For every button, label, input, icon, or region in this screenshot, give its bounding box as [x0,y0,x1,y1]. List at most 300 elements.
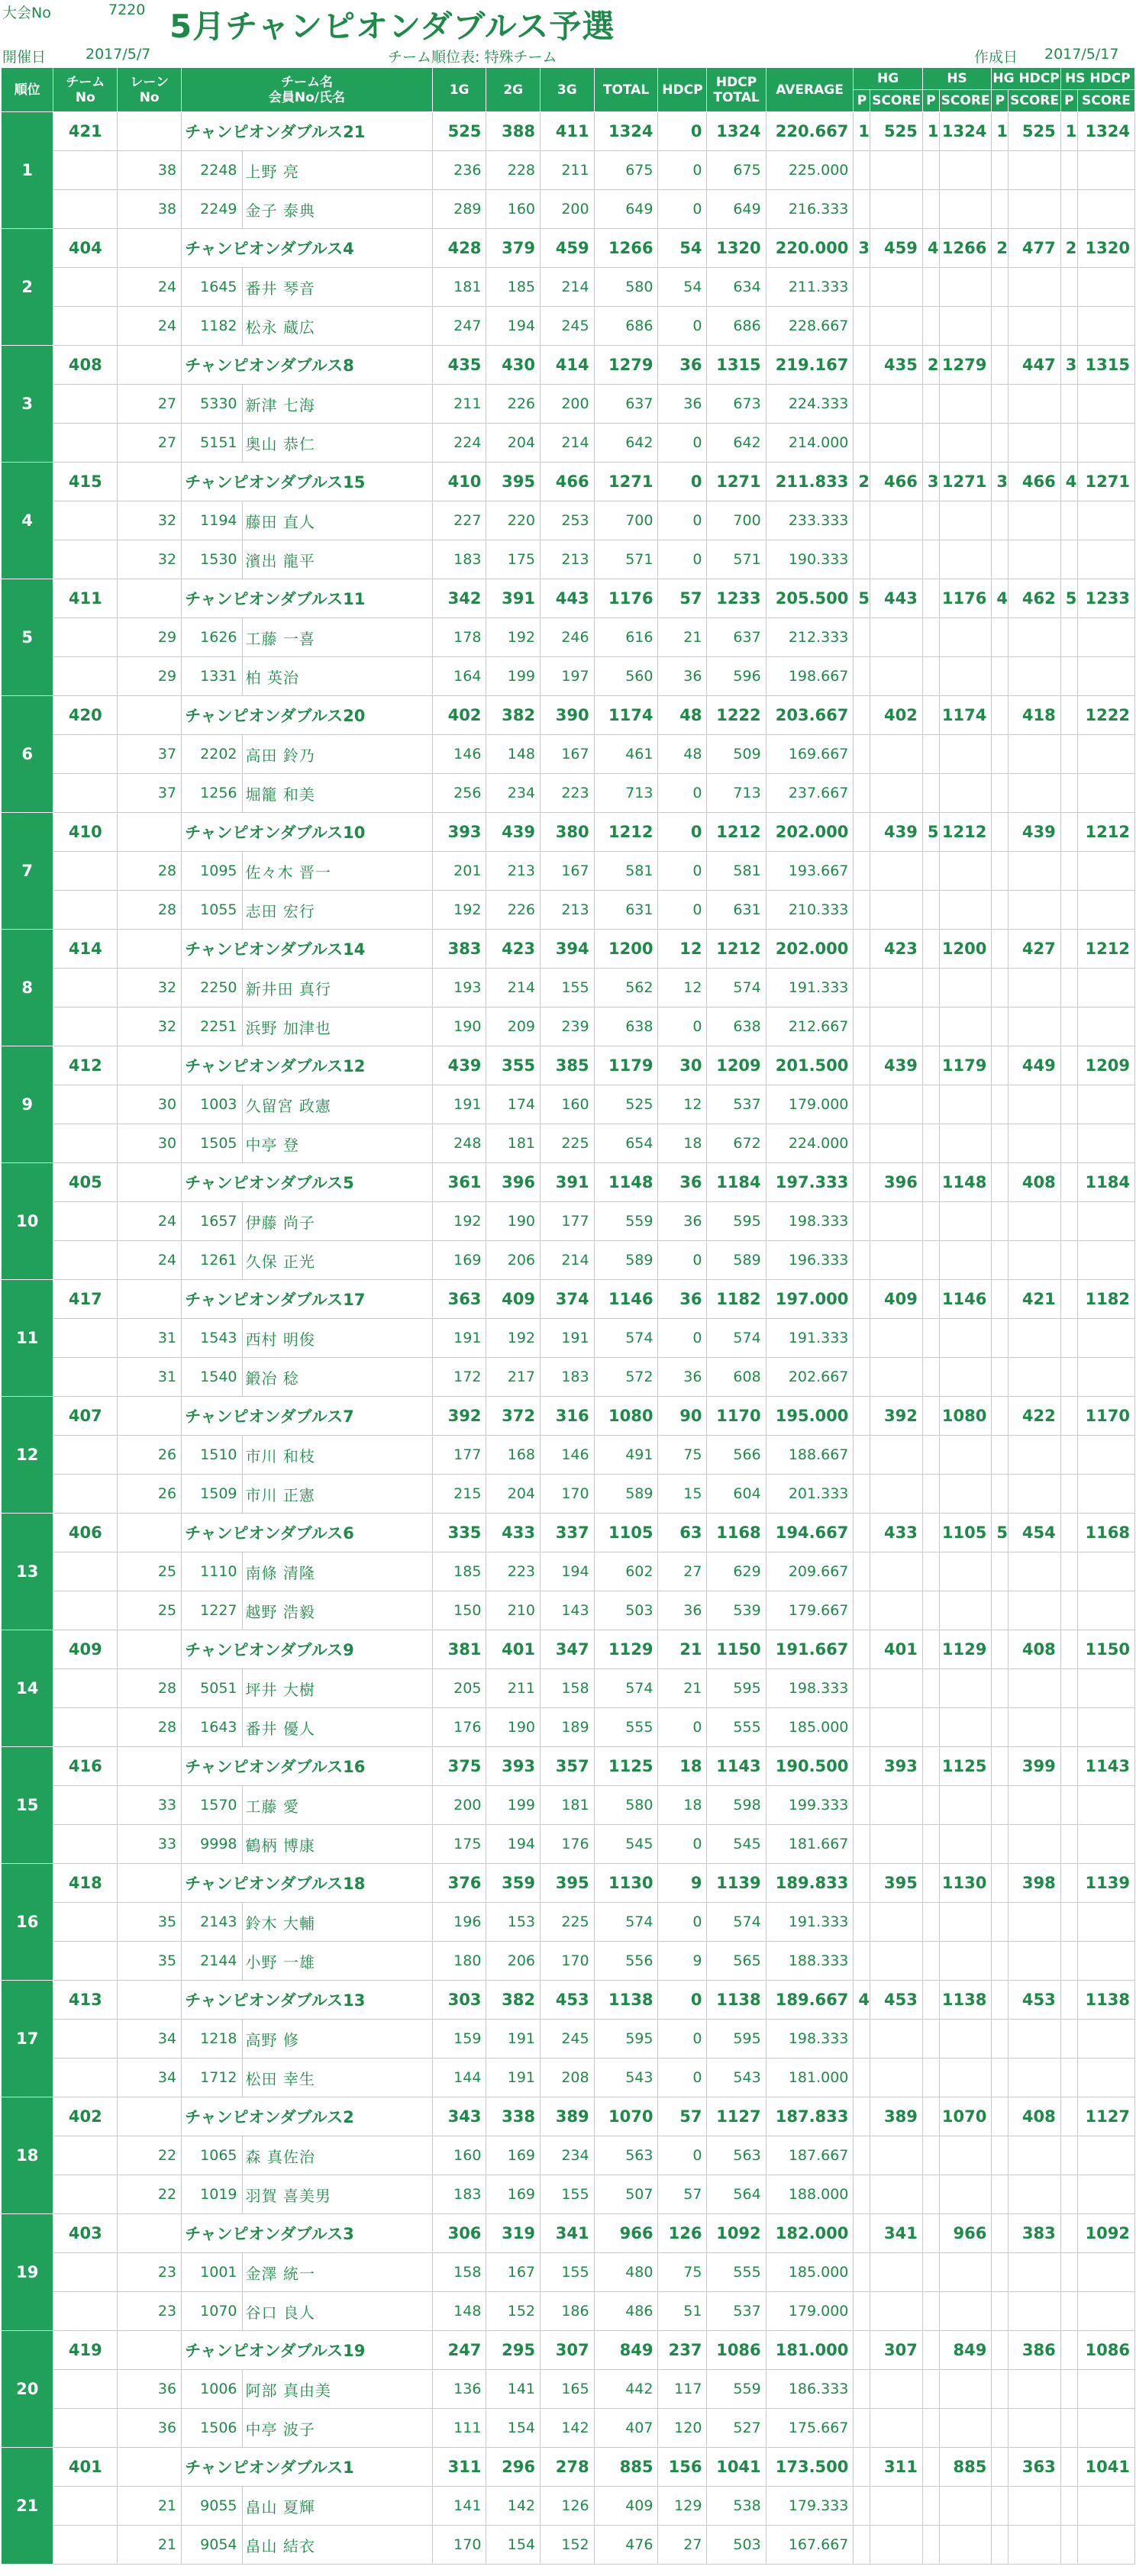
empty-cell [1077,2370,1134,2409]
hdcp-total: 574 [707,1319,766,1358]
empty-cell [1077,268,1134,307]
hs-score: 1200 [939,930,991,969]
hg-hdcp-place: 5 [992,1514,1009,1552]
empty-cell [870,385,922,424]
game-2: 319 [486,2214,541,2253]
empty-cell [1077,2136,1134,2175]
hdcp: 36 [658,657,707,696]
average: 179.667 [766,1591,854,1630]
hdcp: 0 [658,1708,707,1747]
average: 201.333 [766,1475,854,1514]
average: 187.833 [766,2097,854,2136]
empty-cell [1077,1591,1134,1630]
empty-cell [992,891,1009,930]
empty-cell [922,1124,939,1163]
empty-cell [939,2487,991,2526]
empty-cell [939,2059,991,2097]
empty-cell [922,657,939,696]
hg-place: 1 [854,112,870,151]
empty-cell [922,2020,939,2059]
total: 571 [594,540,658,579]
team-name: チャンピオンダブルス4 [182,229,433,268]
col-1g: 1G [432,68,486,112]
empty-cell [870,1202,922,1241]
member-no: 2251 [182,1008,242,1046]
lane-no: 27 [118,385,182,424]
empty-cell [922,1591,939,1630]
hg-hdcp-score: 386 [1009,2331,1060,2370]
game-1: 343 [432,2097,486,2136]
hs-score: 849 [939,2331,991,2370]
empty-cell [854,1786,870,1825]
hdcp: 12 [658,930,707,969]
empty-cell [922,1942,939,1981]
hdcp-total: 538 [707,2487,766,2526]
total: 654 [594,1124,658,1163]
empty-cell [939,1358,991,1397]
team-no-empty [53,2059,118,2097]
hs-score: 1130 [939,1864,991,1903]
empty-cell [870,1436,922,1475]
game-3: 347 [541,1630,595,1669]
hdcp: 57 [658,2175,707,2214]
average: 225.000 [766,151,854,190]
empty-cell [1077,2487,1134,2526]
game-2: 141 [486,2370,541,2409]
empty-cell [854,618,870,657]
hdcp: 90 [658,1397,707,1436]
hg-hdcp-place [992,696,1009,735]
member-no: 1530 [182,540,242,579]
hs-hdcp-score: 1041 [1077,2448,1134,2487]
member-no: 9055 [182,2487,242,2526]
empty-cell [1060,774,1077,813]
rank-cell: 21 [2,2448,53,2565]
average: 210.333 [766,891,854,930]
empty-cell [1060,1825,1077,1864]
total: 1080 [594,1397,658,1436]
team-name: チャンピオンダブルス8 [182,346,433,385]
game-2: 393 [486,1747,541,1786]
hs-place: 5 [922,813,939,852]
hdcp: 0 [658,1981,707,2020]
empty-cell [1060,891,1077,930]
game-2: 204 [486,424,541,463]
member-no: 1256 [182,774,242,813]
empty-cell [1009,1202,1060,1241]
hg-hdcp-place: 1 [992,112,1009,151]
lane-no: 22 [118,2136,182,2175]
empty-cell [939,1903,991,1942]
average: 191.667 [766,1630,854,1669]
lane-no: 38 [118,190,182,229]
empty-cell [992,1008,1009,1046]
empty-cell [922,1008,939,1046]
col-team-name: チーム名 会員No/氏名 [182,68,433,112]
total: 602 [594,1552,658,1591]
rank-cell: 20 [2,2331,53,2448]
member-row [2,2175,1135,2214]
team-no-empty [53,1591,118,1630]
game-2: 217 [486,1358,541,1397]
empty-cell [992,657,1009,696]
hdcp: 9 [658,1864,707,1903]
game-2: 401 [486,1630,541,1669]
empty-cell [854,1358,870,1397]
team-row [2,696,1135,735]
empty-cell [922,2526,939,2565]
total: 649 [594,190,658,229]
game-1: 200 [432,1786,486,1825]
lane-no-empty [118,1981,182,2020]
empty-cell [854,385,870,424]
hs-hdcp-score: 1212 [1077,930,1134,969]
empty-cell [854,969,870,1008]
empty-cell [992,618,1009,657]
empty-cell [854,2409,870,2448]
team-no-empty [53,2487,118,2526]
hdcp-total: 527 [707,2409,766,2448]
rank-cell: 13 [2,1514,53,1630]
hdcp: 12 [658,1085,707,1124]
game-3: 170 [541,1475,595,1514]
total: 491 [594,1436,658,1475]
member-name: 奥山 恭仁 [242,424,432,463]
col-hsh-score: SCORE [1077,90,1134,112]
average: 197.000 [766,1280,854,1319]
hg-hdcp-score: 383 [1009,2214,1060,2253]
empty-cell [922,774,939,813]
game-3: 208 [541,2059,595,2097]
empty-cell [1077,1008,1134,1046]
hg-score: 439 [870,813,922,852]
empty-cell [870,1124,922,1163]
team-no-empty [53,657,118,696]
game-3: 213 [541,540,595,579]
member-no: 5330 [182,385,242,424]
empty-cell [939,1669,991,1708]
hg-score: 401 [870,1630,922,1669]
hdcp-total: 595 [707,2020,766,2059]
hg-hdcp-score: 408 [1009,1630,1060,1669]
hg-place: 5 [854,579,870,618]
average: 181.000 [766,2059,854,2097]
hdcp-total: 631 [707,891,766,930]
hg-hdcp-score: 418 [1009,696,1060,735]
hs-hdcp-score: 1184 [1077,1163,1134,1202]
game-3: 165 [541,2370,595,2409]
hdcp-total: 1233 [707,579,766,618]
rank-cell: 6 [2,696,53,813]
hdcp-total: 1182 [707,1280,766,1319]
total: 409 [594,2487,658,2526]
game-3: 142 [541,2409,595,2448]
team-no-empty [53,2136,118,2175]
empty-cell [992,1124,1009,1163]
empty-cell [1060,2292,1077,2331]
game-3: 197 [541,657,595,696]
empty-cell [1060,2370,1077,2409]
game-3: 200 [541,385,595,424]
hg-hdcp-place [992,813,1009,852]
hg-hdcp-score: 398 [1009,1864,1060,1903]
hg-hdcp-score: 462 [1009,579,1060,618]
total: 966 [594,2214,658,2253]
hdcp-total: 595 [707,1669,766,1708]
game-3: 186 [541,2292,595,2331]
empty-cell [1060,657,1077,696]
hs-place [922,2097,939,2136]
total: 574 [594,1903,658,1942]
rank-cell: 14 [2,1630,53,1747]
hs-hdcp-place [1060,2448,1077,2487]
hdcp-total: 571 [707,540,766,579]
team-no: 419 [53,2331,118,2370]
team-row [2,346,1135,385]
hg-score: 307 [870,2331,922,2370]
team-no-empty [53,307,118,346]
hg-place [854,1046,870,1085]
hs-place [922,1280,939,1319]
game-1: 141 [432,2487,486,2526]
hs-hdcp-place [1060,1747,1077,1786]
hdcp-total: 686 [707,307,766,346]
empty-cell [1060,735,1077,774]
empty-cell [992,1241,1009,1280]
hg-score: 341 [870,2214,922,2253]
empty-cell [1077,891,1134,930]
empty-cell [1060,852,1077,891]
table-body [2,112,1135,2565]
hg-score: 402 [870,696,922,735]
game-3: 391 [541,1163,595,1202]
team-name: チャンピオンダブルス11 [182,579,433,618]
game-3: 245 [541,2020,595,2059]
empty-cell [992,1202,1009,1241]
empty-cell [1009,1942,1060,1981]
game-1: 196 [432,1903,486,1942]
empty-cell [922,307,939,346]
hdcp: 0 [658,774,707,813]
hg-hdcp-place [992,2331,1009,2370]
game-3: 246 [541,618,595,657]
empty-cell [1077,2059,1134,2097]
empty-cell [870,2020,922,2059]
empty-cell [939,1436,991,1475]
empty-cell [854,2292,870,2331]
hdcp: 237 [658,2331,707,2370]
hdcp: 0 [658,1825,707,1864]
hs-hdcp-score: 1092 [1077,2214,1134,2253]
hg-place [854,813,870,852]
game-1: 428 [432,229,486,268]
hdcp-total: 1092 [707,2214,766,2253]
game-3: 200 [541,190,595,229]
team-no-empty [53,1319,118,1358]
average: 167.667 [766,2526,854,2565]
hg-score: 409 [870,1280,922,1319]
total: 580 [594,1786,658,1825]
average: 190.500 [766,1747,854,1786]
game-2: 409 [486,1280,541,1319]
col-hs-p: P [922,90,939,112]
game-1: 306 [432,2214,486,2253]
total: 525 [594,1085,658,1124]
average: 187.667 [766,2136,854,2175]
empty-cell [992,2409,1009,2448]
lane-no-empty [118,813,182,852]
average: 190.333 [766,540,854,579]
member-row [2,2020,1135,2059]
team-no-empty [53,2175,118,2214]
member-name: 高田 鈴乃 [242,735,432,774]
hs-place [922,2448,939,2487]
hdcp-total: 537 [707,1085,766,1124]
game-1: 247 [432,2331,486,2370]
empty-cell [939,1825,991,1864]
game-3: 380 [541,813,595,852]
empty-cell [992,307,1009,346]
hg-hdcp-score: 399 [1009,1747,1060,1786]
empty-cell [939,2253,991,2292]
game-1: 248 [432,1124,486,1163]
empty-cell [854,307,870,346]
total: 581 [594,852,658,891]
game-1: 190 [432,1008,486,1046]
team-no-empty [53,774,118,813]
empty-cell [1060,2409,1077,2448]
hs-hdcp-place [1060,1046,1077,1085]
hdcp: 0 [658,2059,707,2097]
total: 480 [594,2253,658,2292]
game-2: 296 [486,2448,541,2487]
empty-cell [922,1319,939,1358]
empty-cell [870,424,922,463]
empty-cell [854,1708,870,1747]
hg-place [854,1630,870,1669]
empty-cell [870,2253,922,2292]
team-name: チャンピオンダブルス6 [182,1514,433,1552]
empty-cell [1060,2487,1077,2526]
hg-score: 439 [870,1046,922,1085]
total: 1129 [594,1630,658,1669]
team-row [2,579,1135,618]
hg-score: 466 [870,463,922,501]
rank-cell: 19 [2,2214,53,2331]
hdcp: 18 [658,1786,707,1825]
hg-score: 433 [870,1514,922,1552]
average: 191.333 [766,1319,854,1358]
hg-place: 3 [854,229,870,268]
game-1: 136 [432,2370,486,2409]
hdcp-total: 1168 [707,1514,766,1552]
hdcp-total: 1222 [707,696,766,735]
lane-no-empty [118,1747,182,1786]
hs-hdcp-place: 4 [1060,463,1077,501]
hdcp: 30 [658,1046,707,1085]
average: 228.667 [766,307,854,346]
game-3: 152 [541,2526,595,2565]
hs-score: 1271 [939,463,991,501]
hs-hdcp-place: 5 [1060,579,1077,618]
total: 700 [594,501,658,540]
team-name: チャンピオンダブルス2 [182,2097,433,2136]
empty-cell [1060,1436,1077,1475]
average: 181.000 [766,2331,854,2370]
member-row [2,1591,1135,1630]
empty-cell [1077,385,1134,424]
empty-cell [1077,424,1134,463]
empty-cell [1060,1008,1077,1046]
member-no: 1509 [182,1475,242,1514]
game-3: 223 [541,774,595,813]
member-no: 1626 [182,618,242,657]
empty-cell [1009,1552,1060,1591]
empty-cell [922,1825,939,1864]
team-row [2,1280,1135,1319]
hg-hdcp-place: 4 [992,579,1009,618]
empty-cell [1077,1942,1134,1981]
hdcp-total: 581 [707,852,766,891]
team-row [2,1981,1135,2020]
team-no-empty [53,1436,118,1475]
average: 205.500 [766,579,854,618]
hs-place [922,930,939,969]
game-2: 359 [486,1864,541,1903]
average: 169.667 [766,735,854,774]
team-name: チャンピオンダブルス15 [182,463,433,501]
team-no-empty [53,424,118,463]
total: 589 [594,1475,658,1514]
hs-hdcp-place: 2 [1060,229,1077,268]
team-name: チャンピオンダブルス19 [182,2331,433,2370]
game-2: 388 [486,112,541,151]
lane-no: 36 [118,2409,182,2448]
average: 224.000 [766,1124,854,1163]
empty-cell [992,1085,1009,1124]
empty-cell [1009,1241,1060,1280]
hs-hdcp-score: 1139 [1077,1864,1134,1903]
member-name: 中亭 登 [242,1124,432,1163]
average: 219.167 [766,346,854,385]
hdcp-total: 564 [707,2175,766,2214]
team-row [2,930,1135,969]
empty-cell [992,501,1009,540]
hg-score: 389 [870,2097,922,2136]
empty-cell [870,774,922,813]
team-no: 420 [53,696,118,735]
team-no: 410 [53,813,118,852]
member-no: 1055 [182,891,242,930]
col-hdcp-total: HDCP TOTAL [707,68,766,112]
lane-no: 34 [118,2020,182,2059]
team-name: チャンピオンダブルス14 [182,930,433,969]
game-1: 227 [432,501,486,540]
hs-place: 3 [922,463,939,501]
hdcp: 0 [658,2136,707,2175]
game-3: 214 [541,424,595,463]
member-no: 2249 [182,190,242,229]
hs-place [922,1747,939,1786]
hg-hdcp-score: 439 [1009,813,1060,852]
game-2: 160 [486,190,541,229]
game-2: 192 [486,1319,541,1358]
empty-cell [1077,1825,1134,1864]
member-name: 越野 浩毅 [242,1591,432,1630]
average: 198.333 [766,1202,854,1241]
lane-no: 21 [118,2526,182,2565]
team-no-empty [53,1708,118,1747]
